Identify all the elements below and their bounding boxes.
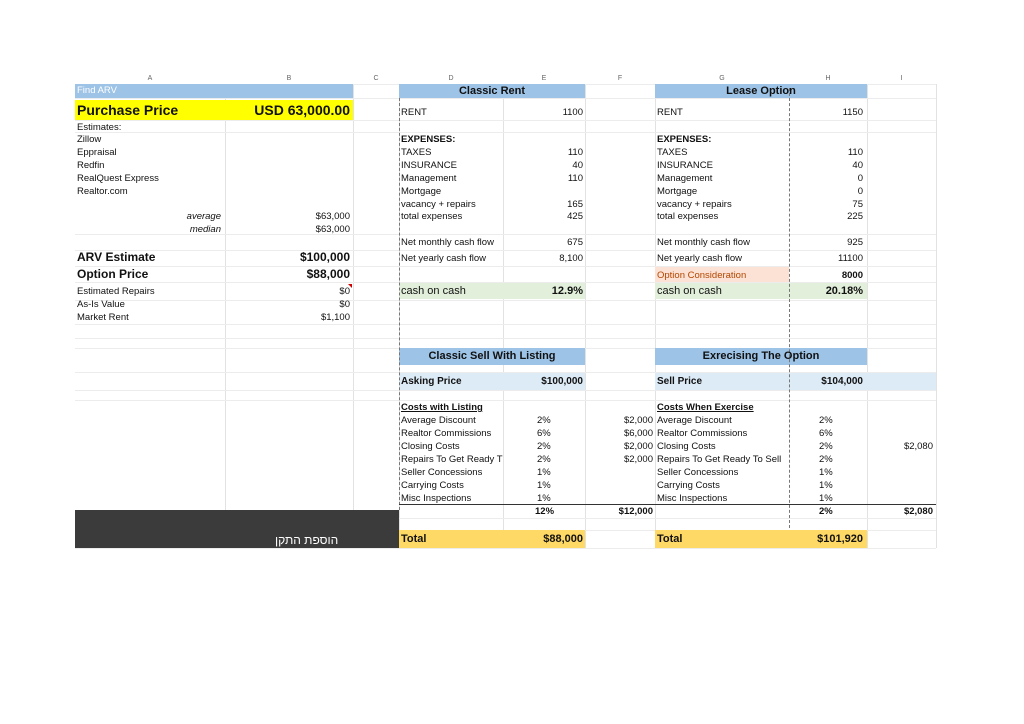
exercising-total-value[interactable]: $101,920 [817,533,863,545]
grid-line [75,400,936,401]
grid-line [75,338,936,339]
arv-estimate-value[interactable]: $100,000 [299,250,350,264]
classic-insurance-value[interactable]: 40 [572,160,583,171]
lease-rent-value[interactable]: 1150 [842,107,863,118]
add-template-label[interactable]: הוספת התקן [275,533,339,547]
grid-line [75,98,936,99]
grid-line [353,84,354,548]
column-header-g[interactable]: G [719,75,725,82]
market-rent-label: Market Rent [77,312,129,323]
lease-management-value[interactable]: 0 [857,173,863,184]
classic-total-value[interactable]: $88,000 [543,533,583,545]
classic-mortgage-label: Mortgage [401,186,442,197]
classic-net-monthly-label: Net monthly cash flow [401,237,494,248]
classic-rent-label: RENT [401,107,427,118]
lease-vacancy-value[interactable]: 75 [852,199,863,210]
lease-coc-label: cash on cash [657,285,722,297]
lease-taxes-value[interactable]: 110 [847,147,863,158]
lease-net-monthly-label: Net monthly cash flow [657,237,750,248]
lease-rent-label: RENT [657,107,683,118]
cs-closing-costs-pct[interactable]: 2% [537,441,551,452]
lease-mortgage-label: Mortgage [657,186,698,197]
lease-taxes-label: TAXES [657,147,688,158]
asking-price-label: Asking Price [401,376,462,387]
cs-misc-inspections-label: Misc Inspections [401,493,472,504]
estimated-repairs-label: Estimated Repairs [77,286,155,297]
classic-net-monthly-value[interactable]: 675 [567,237,583,248]
ex-realtor-commissions-pct[interactable]: 6% [819,428,833,439]
grid-line [936,84,937,548]
sell-price-label: Sell Price [657,376,703,387]
classic-total-label: Total [401,533,427,545]
ex-carrying-costs-pct[interactable]: 1% [819,480,833,491]
column-header-d[interactable]: D [448,75,454,82]
option-price-value[interactable]: $88,000 [306,267,350,281]
ex-carrying-costs-label: Carrying Costs [657,480,720,491]
classic-vacancy-value[interactable]: 165 [567,199,583,210]
lease-insurance-label: INSURANCE [657,160,713,171]
source-realquest: RealQuest Express [77,173,159,184]
lease-mortgage-value[interactable]: 0 [857,186,863,197]
market-rent-value[interactable]: $1,100 [320,312,350,323]
cs-closing-costs-amt[interactable]: $2,000 [623,441,653,452]
column-header-f[interactable]: F [617,75,623,82]
lease-net-yearly-label: Net yearly cash flow [657,253,743,264]
ex-misc-inspections-pct[interactable]: 1% [819,493,833,504]
cs-repairs-pct[interactable]: 2% [537,454,551,465]
lease-total-expenses-label: total expenses [657,211,719,222]
classic-net-yearly-label: Net yearly cash flow [401,253,487,264]
cs-carrying-costs-label: Carrying Costs [401,480,464,491]
cs-misc-inspections-pct[interactable]: 1% [537,493,551,504]
cs-sum-amt[interactable]: $12,000 [618,506,653,517]
template-banner[interactable] [75,510,399,548]
cs-seller-concessions-pct[interactable]: 1% [537,467,551,478]
exercising-title: Exrecising The Option [702,350,820,362]
lease-management-label: Management [657,173,713,184]
cs-repairs-label: Repairs To Get Ready T [401,454,503,465]
cs-sum-pct[interactable]: 12% [535,506,555,517]
grid-line [867,84,868,548]
ex-realtor-commissions-label: Realtor Commissions [657,428,748,439]
purchase-price-value[interactable]: USD 63,000.00 [254,102,350,118]
classic-coc-label: cash on cash [401,285,466,297]
classic-sell-title: Classic Sell With Listing [428,350,556,362]
column-header-a[interactable]: A [147,75,153,82]
classic-rent-value[interactable]: 1100 [562,107,583,118]
lease-insurance-value[interactable]: 40 [852,160,863,171]
classic-total-expenses-label: total expenses [401,211,463,222]
average-label: average [186,211,221,222]
estimates-label: Estimates: [77,122,122,133]
classic-management-value[interactable]: 110 [567,173,583,184]
ex-repairs-pct[interactable]: 2% [819,454,833,465]
average-value[interactable]: $63,000 [315,211,350,222]
column-header-c[interactable]: C [373,75,379,82]
cs-repairs-amt[interactable]: $2,000 [623,454,653,465]
grid-line [655,84,656,548]
ex-closing-costs-pct[interactable]: 2% [819,441,833,452]
ex-average-discount-pct[interactable]: 2% [819,415,833,426]
ex-misc-inspections-label: Misc Inspections [657,493,728,504]
source-eppraisal: Eppraisal [77,147,117,158]
column-header-i[interactable]: I [900,75,903,82]
grid-line [75,120,936,121]
lease-coc-value[interactable]: 20.18% [825,285,863,297]
option-price-label: Option Price [77,267,149,281]
source-redfin: Redfin [77,160,105,171]
costs-with-listing-label: Costs with Listing [401,402,483,413]
cs-seller-concessions-label: Seller Concessions [401,467,483,478]
grid-line [75,324,936,325]
as-is-value[interactable]: $0 [339,299,350,310]
classic-coc-value[interactable]: 12.9% [551,285,583,297]
grid-line [75,132,936,133]
costs-when-exercise-label: Costs When Exercise [657,402,754,413]
ex-closing-costs-amt[interactable]: $2,080 [903,441,933,452]
lease-expenses-label: EXPENSES: [657,134,712,145]
cs-closing-costs-label: Closing Costs [401,441,460,452]
ex-sum-amt[interactable]: $2,080 [903,506,933,517]
grid-line [75,300,936,301]
page-break-line [399,98,400,510]
classic-net-yearly-value[interactable]: 8,100 [559,253,583,264]
classic-vacancy-label: vacancy + repairs [401,199,476,210]
cs-realtor-commissions-pct[interactable]: 6% [537,428,551,439]
exercising-total-label: Total [657,533,683,545]
find-arv-label: Find ARV [77,85,117,96]
comment-indicator-icon[interactable] [348,284,352,288]
lease-vacancy-label: vacancy + repairs [657,199,732,210]
grid-line [75,390,936,391]
classic-insurance-label: INSURANCE [401,160,457,171]
median-label: median [189,224,221,235]
ex-average-discount-label: Average Discount [657,415,732,426]
column-header-h[interactable]: H [825,75,831,82]
cs-realtor-commissions-amt[interactable]: $6,000 [623,428,653,439]
grid-line [75,266,936,267]
purchase-price-label: Purchase Price [77,102,179,118]
classic-taxes-value[interactable]: 110 [567,147,583,158]
classic-total-expenses-value[interactable]: 425 [567,211,583,222]
cs-average-discount-amt[interactable]: $2,000 [623,415,653,426]
ex-repairs-label: Repairs To Get Ready To Sell [657,454,782,465]
classic-taxes-label: TAXES [401,147,432,158]
lease-net-yearly-value[interactable]: 11100 [837,253,863,264]
cs-average-discount-label: Average Discount [401,415,476,426]
ex-closing-costs-label: Closing Costs [657,441,716,452]
ex-seller-concessions-label: Seller Concessions [657,467,739,478]
option-consideration-value[interactable]: 8000 [841,270,863,281]
arv-estimate-label: ARV Estimate [77,250,156,264]
source-zillow: Zillow [77,134,102,145]
grid-line [585,84,586,548]
source-realtor: Realtor.com [77,186,128,197]
option-consideration-label: Option Consideration [657,270,747,281]
classic-management-label: Management [401,173,457,184]
cs-average-discount-pct[interactable]: 2% [537,415,551,426]
lease-net-monthly-value[interactable]: 925 [847,237,863,248]
grid-line [75,548,936,549]
classic-rent-title: Classic Rent [458,85,526,97]
ex-seller-concessions-pct[interactable]: 1% [819,467,833,478]
lease-total-expenses-value[interactable]: 225 [847,211,863,222]
sell-price-value[interactable]: $104,000 [821,376,863,387]
estimated-repairs-value[interactable]: $0 [339,286,350,297]
spreadsheet [75,74,936,548]
cs-carrying-costs-pct[interactable]: 1% [537,480,551,491]
classic-expenses-label: EXPENSES: [401,134,456,145]
lease-option-title: Lease Option [726,85,796,97]
asking-price-value[interactable]: $100,000 [541,376,583,387]
grid-line [75,250,936,251]
column-header-e[interactable]: E [541,75,547,82]
cs-realtor-commissions-label: Realtor Commissions [401,428,492,439]
column-header-b[interactable]: B [286,75,292,82]
as-is-value-label: As-Is Value [77,299,125,310]
ex-sum-pct[interactable]: 2% [819,506,833,517]
median-value[interactable]: $63,000 [315,224,350,235]
